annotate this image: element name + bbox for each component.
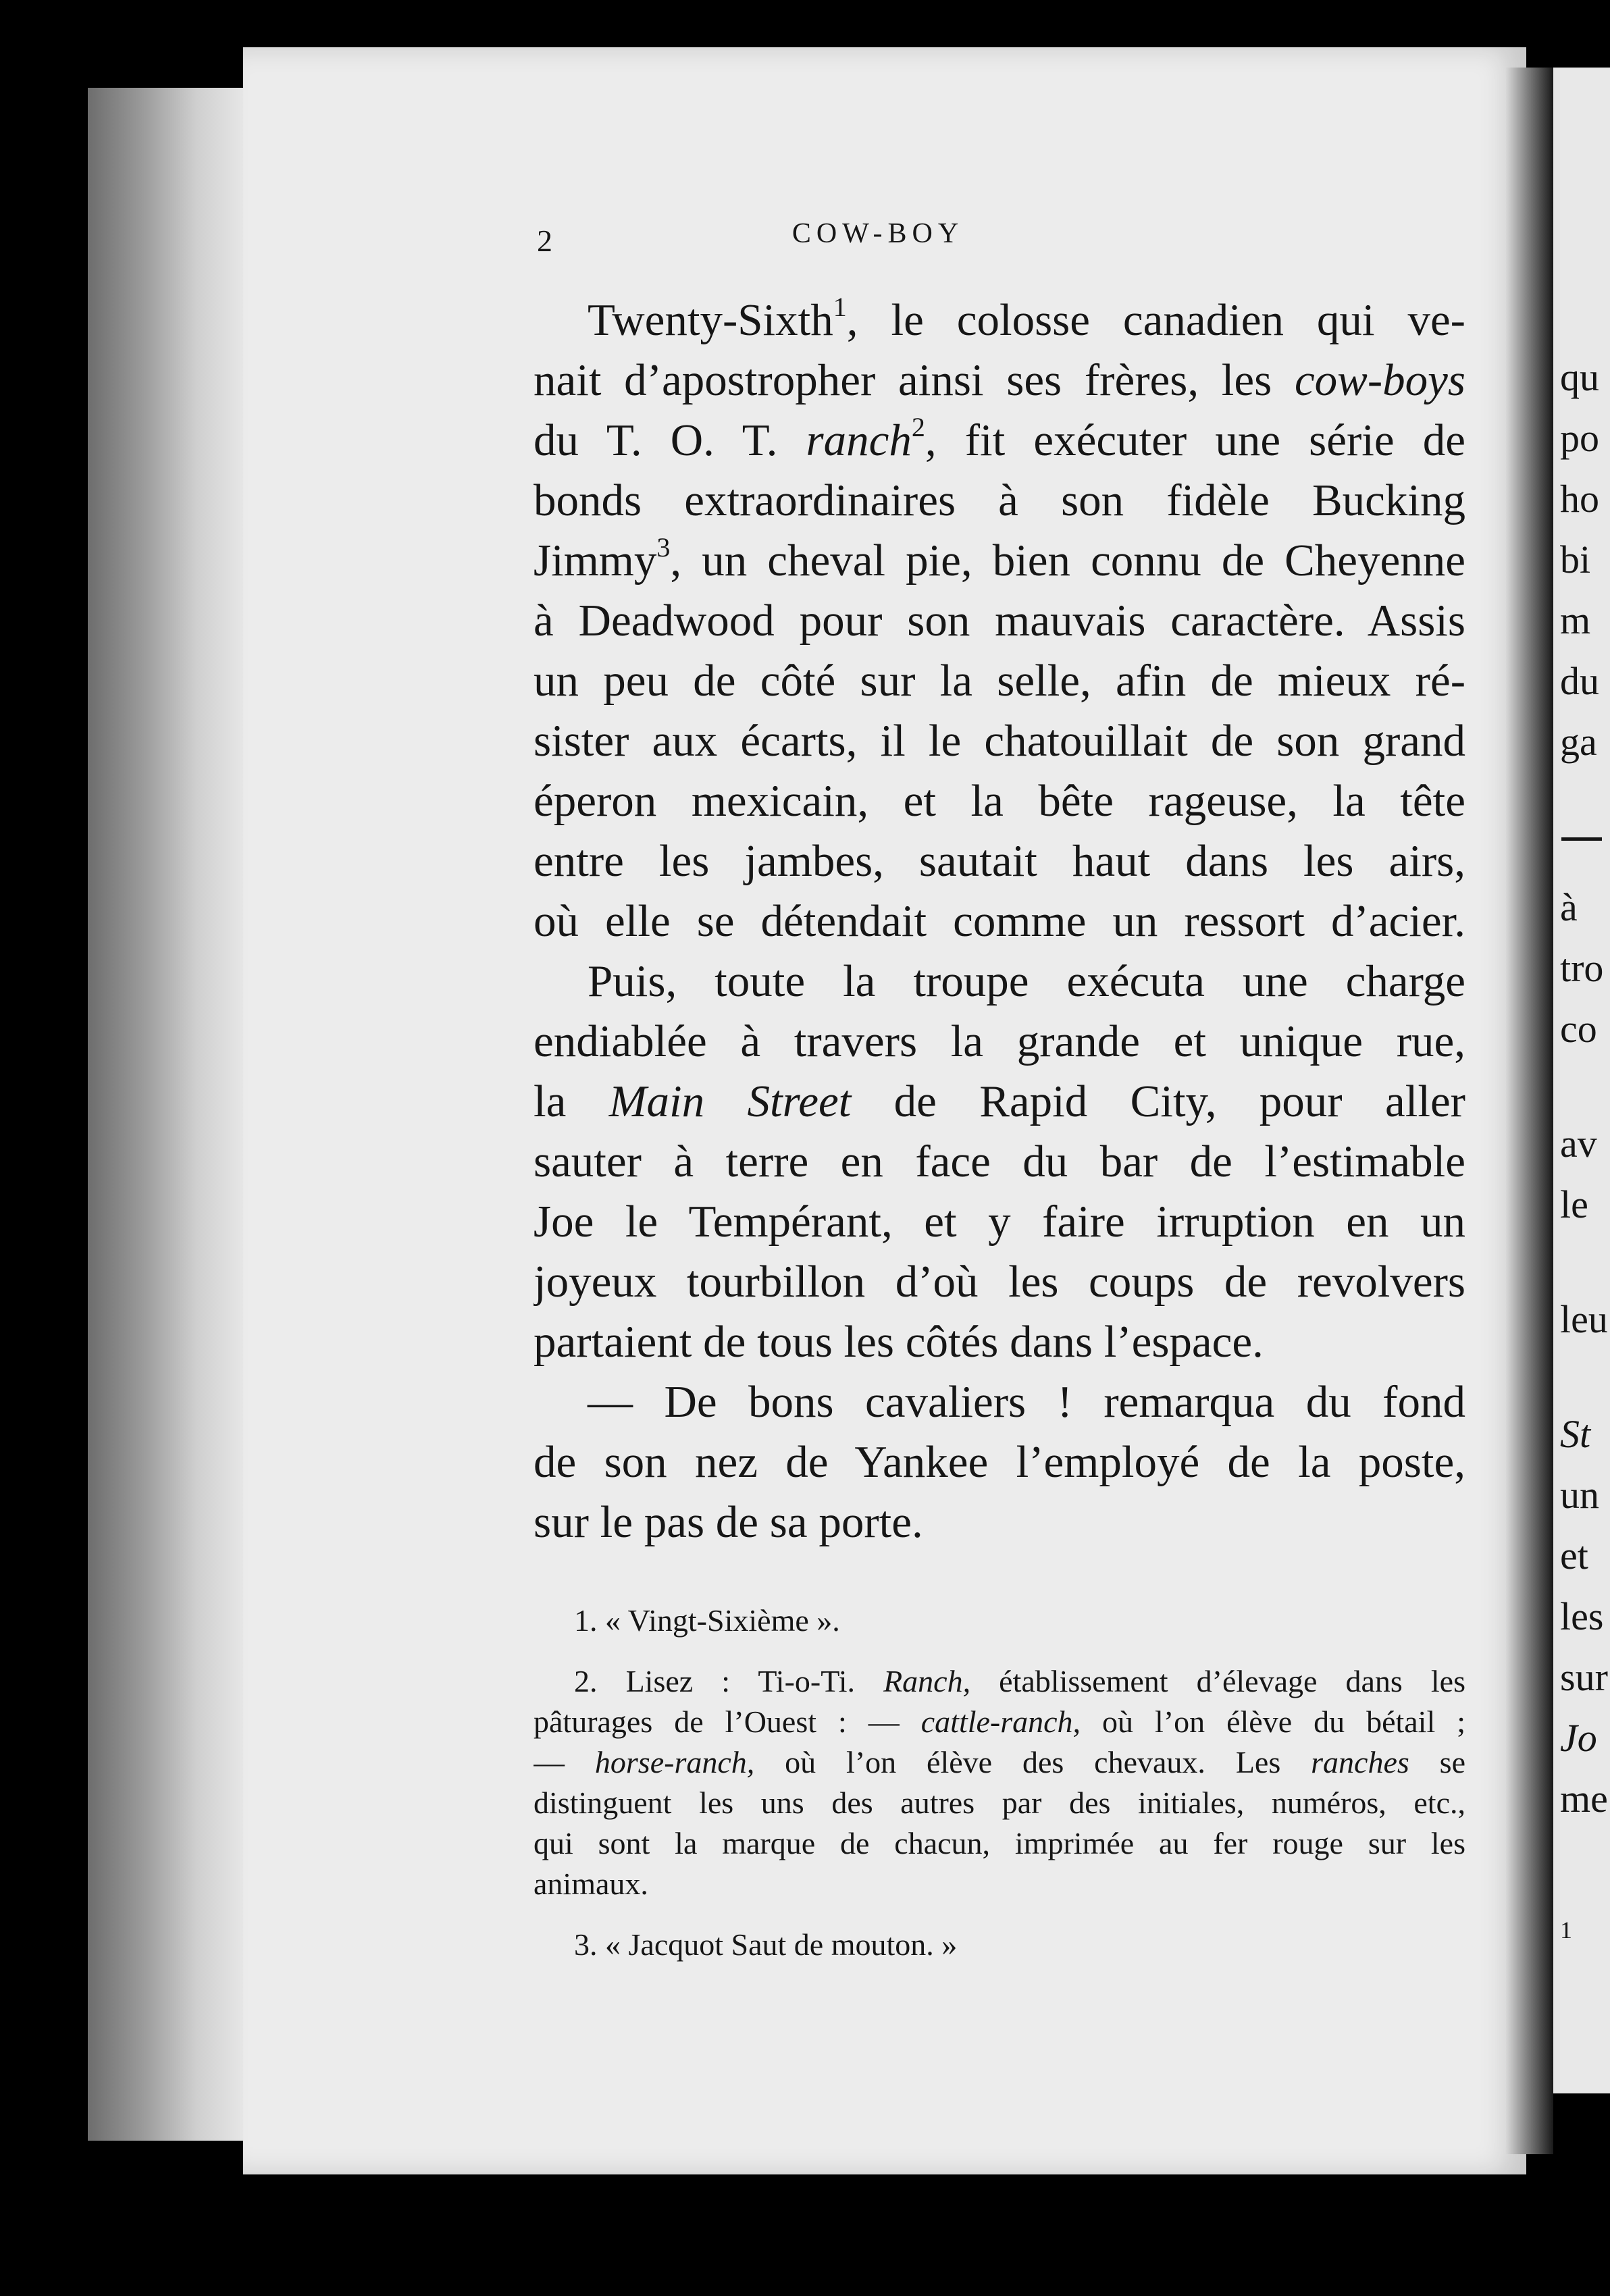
text-line: entre les jambes, sautait haut dans les airs, bbox=[534, 836, 1465, 886]
facing-fragment: à bbox=[1560, 885, 1578, 929]
facing-fragment: St bbox=[1560, 1412, 1591, 1456]
facing-fragment: av bbox=[1560, 1122, 1597, 1166]
footnotes bbox=[534, 1600, 1465, 1965]
facing-fragment: ga bbox=[1560, 720, 1597, 764]
text-line: la Main Street de Rapid City, pour aller bbox=[534, 1076, 1465, 1126]
text-line: Puis, toute la troupe exécuta une charge bbox=[588, 956, 1465, 1006]
facing-fragment: le bbox=[1560, 1182, 1588, 1226]
text-line: bonds extraordinaires à son fidèle Bucking bbox=[534, 475, 1465, 525]
facing-fragment: ho bbox=[1560, 477, 1599, 521]
facing-fragment: les bbox=[1560, 1594, 1604, 1638]
running-head: COW-BOY bbox=[791, 218, 964, 249]
text-line: endiablée à travers la grande et unique rue, bbox=[534, 1016, 1465, 1066]
facing-fragment: leu bbox=[1560, 1297, 1608, 1341]
text-line: — De bons cavaliers ! remarqua du fond bbox=[588, 1377, 1465, 1427]
text-line: Twenty-Sixth$^1$, le colosse canadien qui ve- bbox=[588, 292, 1465, 345]
text-line: où elle se détendait comme un ressort d’acier. bbox=[534, 896, 1465, 946]
book-gutter bbox=[1506, 68, 1553, 2154]
text-line: à Deadwood pour son mauvais caractère. Assis bbox=[534, 596, 1465, 646]
facing-fragment: du bbox=[1560, 659, 1599, 703]
text-line: un peu de côté sur la selle, afin de mieux ré- bbox=[534, 656, 1465, 706]
facing-fragment: un bbox=[1560, 1473, 1599, 1517]
text-line: sauter à terre en face du bar de l’estimable bbox=[534, 1137, 1465, 1186]
facing-fragment: et bbox=[1560, 1534, 1588, 1577]
facing-page bbox=[1553, 68, 1610, 2093]
text-line: nait d’apostropher ainsi ses frères, les cow-boys bbox=[534, 355, 1465, 405]
facing-fragment: bi bbox=[1560, 538, 1591, 581]
text-line: Joe le Tempérant, et y faire irruption en un bbox=[534, 1197, 1465, 1247]
facing-fragment: tro bbox=[1560, 946, 1604, 990]
footnote-2-line: — horse-ranch, où l’on élève des chevaux. Les ranches se bbox=[534, 1745, 1465, 1779]
facing-fragment: qu bbox=[1560, 355, 1599, 399]
text-line: de son nez de Yankee l’employé de la poste, bbox=[534, 1437, 1465, 1487]
body-text bbox=[534, 290, 1465, 1553]
text-line: partaient de tous les côtés dans l’espace. bbox=[534, 1317, 1264, 1367]
left-page-edge bbox=[88, 88, 243, 2141]
text-line: éperon mexicain, et la bête rageuse, la tête bbox=[534, 776, 1465, 826]
page-number: 2 bbox=[537, 224, 552, 258]
facing-fragment: me bbox=[1560, 1777, 1608, 1821]
footnote-1: 1. « Vingt-Sixième ». bbox=[574, 1603, 840, 1638]
facing-fragment: 1 bbox=[1560, 1916, 1572, 1943]
footnote-2-line: animaux. bbox=[534, 1867, 648, 1901]
footnote-3: 3. « Jacquot Saut de mouton. » bbox=[574, 1927, 958, 1962]
text-line: joyeux tourbillon d’où les coups de revolvers bbox=[534, 1257, 1465, 1307]
text-line: sur le pas de sa porte. bbox=[534, 1497, 923, 1547]
footnote-2-line: pâturages de l’Ouest : — cattle-ranch, où l’on élève du bétail ; bbox=[534, 1704, 1465, 1739]
text-line: sister aux écarts, il le chatouillait de son grand bbox=[534, 716, 1465, 766]
facing-fragment: po bbox=[1560, 416, 1599, 460]
footnote-2-line: distinguent les uns des autres par des initiales, numéros, etc., bbox=[534, 1785, 1465, 1820]
facing-dash bbox=[1561, 837, 1602, 841]
facing-fragment: sur bbox=[1560, 1655, 1608, 1699]
footnote-2-line: qui sont la marque de chacun, imprimée au fer rouge sur les bbox=[534, 1826, 1465, 1860]
text-line: Jimmy$^3$, un cheval pie, bien connu de Cheyenne bbox=[534, 532, 1465, 585]
facing-fragment: co bbox=[1560, 1007, 1597, 1051]
facing-fragment: Jo bbox=[1560, 1716, 1597, 1760]
text-line: du T. O. T. ranch$^2$, fit exécuter une série de bbox=[534, 412, 1465, 465]
footnote-2-line: 2. Lisez : Ti-o-Ti. Ranch, établissement d’élevage dans les bbox=[574, 1664, 1465, 1698]
facing-fragment: m bbox=[1560, 598, 1591, 642]
